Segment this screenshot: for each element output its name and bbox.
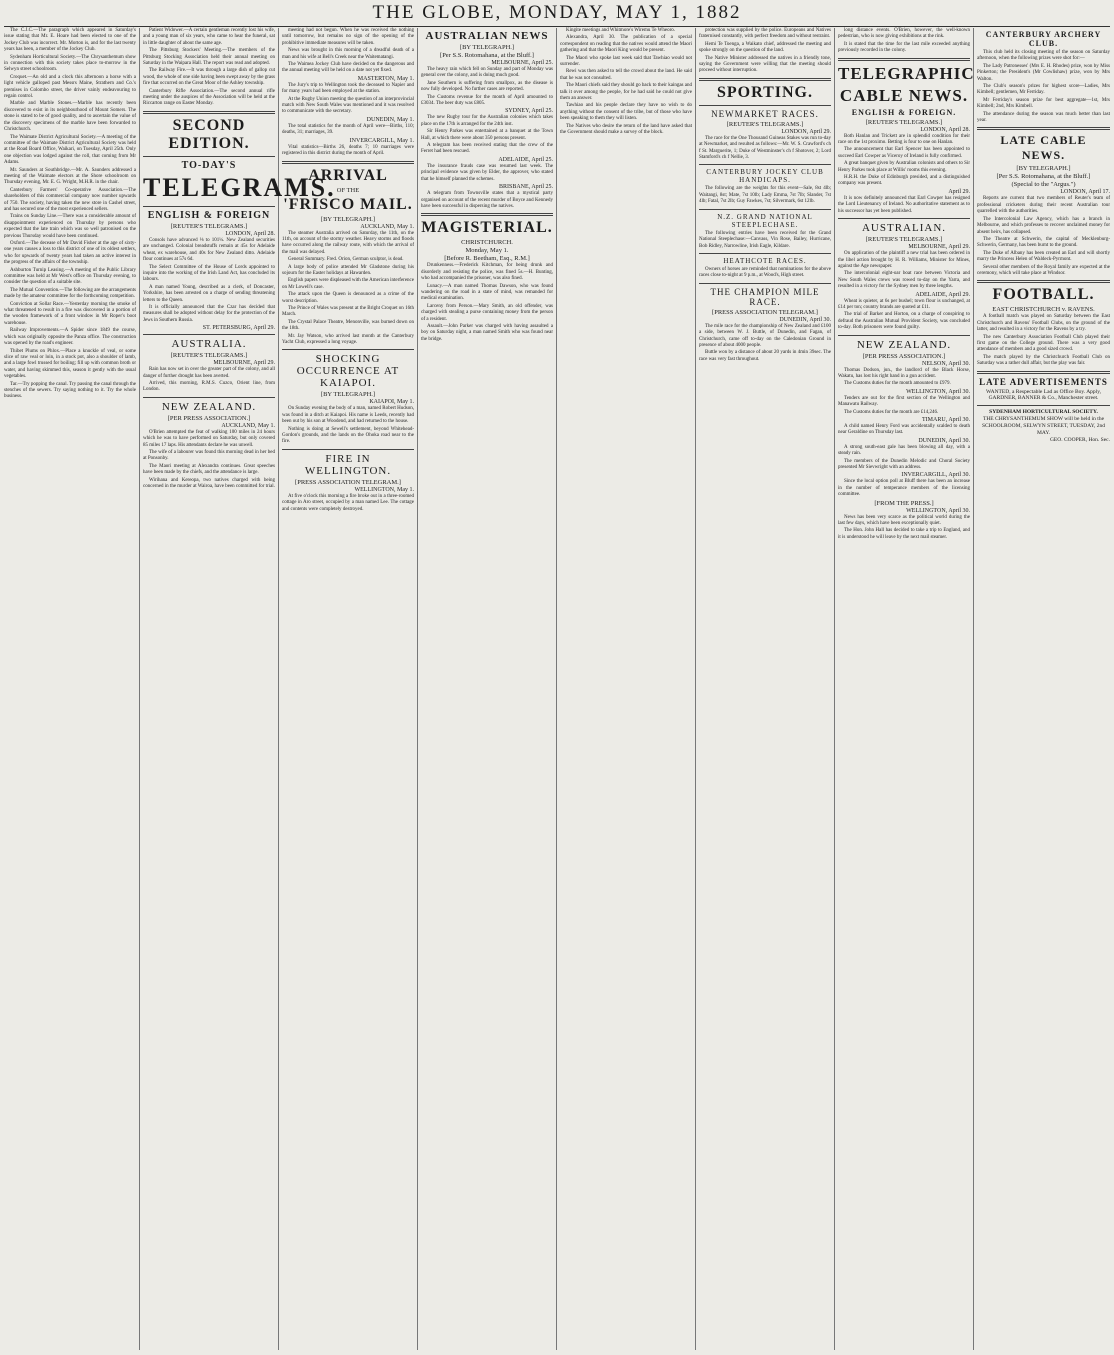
dateline: WELLINGTON, April 30.: [906, 388, 970, 395]
col3-paragraphs-frisco: [282, 231, 414, 347]
divider: [838, 58, 970, 61]
article-paragraph: The Waimea Jockey Club have decided on the dangerous and the annual meeting will be held on a date not yet fixed.: [282, 62, 414, 74]
col3-paragraphs-top: [282, 28, 414, 75]
col3-paragraphs-fire: [282, 494, 414, 513]
advertisement-wanted: WANTED, a Respectable Lad as Office Boy. Apply, GARDNER, BANNER & Co., Manchester street.: [986, 388, 1101, 402]
article-paragraph: Oxford.—The decease of Mr David Fisher at the age of sixty-one years causes a loss to this district of one of its oldest settlers, who for upwards of twenty years had taken an active interest in the progress of the affairs of the township.: [4, 241, 136, 266]
column-rule: [556, 28, 557, 1350]
column-4: [421, 28, 553, 1350]
article-paragraph: Thibet Plums on Phlox.—Place a knuckle of veal, or some slice of raw veal or loin, in a stock pot, also a shoulder of lamb, and a large fowl trussed for boiling; fill up with common broth or water, and having skimmed this, season it gently with the usual vegetables.: [4, 348, 136, 380]
telegraphic-heading: TELEGRAPHIC: [838, 63, 975, 83]
reuter-subhead: [REUTER'S TELEGRAMS.]: [726, 120, 804, 128]
divider: [977, 280, 1110, 283]
article-paragraph: The new Canterbury Association Football Club played their first game on the College ground. There was a very good attendance of members and a good sized crowd.: [977, 334, 1110, 353]
col2-paragraphs: [143, 28, 275, 108]
archery-club-heading: CANTERBURY ARCHERY CLUB.: [985, 30, 1102, 48]
article-paragraph: It is stated that the time for the last mile exceeded anything previously recorded in the colony.: [838, 41, 970, 54]
article-paragraph: Canterbury Rifle Association.—The second annual rifle meeting under the auspices of the Association will be held at the Riccarton range on Easter Monday.: [143, 88, 275, 107]
article-paragraph: The Jury's trip to Wellington took the deceased to Napier and for many years had been employed at the station.: [282, 82, 414, 95]
press-association-subhead: [PRESS ASSOCIATION TELEGRAM.]: [295, 478, 401, 486]
article-paragraph: Alexandra, April 30. The publication of a special correspondent on reading that the natives would attend the Maori gathering and that the Maori King would be present.: [560, 35, 692, 54]
col8-paragraphs-c: [977, 314, 1110, 367]
article-paragraph: The Maori chiefs said they should go back to their kaingas and talk it over among the people, for he had said he could not give them an answer.: [560, 83, 692, 102]
article-paragraph: Kingite meetings and Whitmore's Wiremu Te Wheoro.: [566, 28, 675, 33]
grand-national-heading: N.Z. GRAND NATIONAL STEEPLECHASE.: [717, 212, 813, 229]
col7-paragraphs-g: [838, 424, 970, 437]
article-paragraph: A telegram from Townsville states that a mystical party organised on account of the recent murder of Boyce and Kennedy have been successful in dispersing the natives.: [421, 191, 553, 209]
article-paragraph: Sydenham Horticultural Society.—The Chrysanthemum show in connection with this society takes place to-morrow in the Selwyn street schoolroom.: [4, 54, 136, 73]
divider: [282, 349, 414, 350]
article-paragraph: At the Rugby Union meeting the question of an interprovincial match with New South Wales was mentioned and it was resolved to communicate with the secretary.: [282, 96, 414, 115]
divider: [143, 156, 275, 157]
article-paragraph: Lunacy.—A man named Thomas Dawson, who was found wandering on the road in a state of mind, was remanded for medical examination.: [421, 283, 553, 302]
football-match-subhead: EAST CHRISTCHURCH v. RAVENS.: [992, 306, 1095, 314]
divider: [838, 218, 970, 219]
dateline: MELBOURNE, April 29.: [908, 244, 970, 251]
article-paragraph: The wife of a labourer was found this morning dead in her bed at Ponsonby.: [143, 450, 275, 462]
article-paragraph: News has been very scarce as the political world during the last few days, which have been exceptionally quiet.: [838, 514, 970, 527]
article-paragraph: meeting had not begun. When he was received the nothing until tomorrow, but remains no sign of the opening of the prohibitive immediate measures will be taken.: [282, 28, 414, 46]
col7-paragraphs-a: [838, 134, 970, 188]
telegraph-subhead: [BY TELEGRAPH.]: [459, 44, 515, 51]
article-paragraph: The Railway Fire.—It was through a large dish of gallop cut wood, the whole of one side having been swept away by the grass fire that occurred on the Great Moor of the Ashley township.: [143, 68, 275, 87]
col6-paragraphs-newmarket: [699, 136, 831, 162]
col6-paragraphs-ccjc: [699, 186, 831, 205]
article-paragraph: Since the local option poll at Bluff there has been an increase in the number of temperance members of the licensing committee.: [838, 479, 970, 498]
article-paragraph: The trial of Barker and Horton, on a charge of conspiring to defraud the Australian Mutual Provident Society, was concluded to-day. Both prisoners were found guilty.: [838, 312, 970, 331]
late-advertisements-heading: LATE ADVERTISEMENTS: [979, 376, 1108, 387]
col6-paragraphs-gn: [699, 231, 831, 250]
article-paragraph: Hemi Te Toenga, a Waikato chief, addressed the meeting and spoke strongly on the question of the land.: [699, 41, 831, 54]
article-paragraph: The attack upon the Queen is denounced as a crime of the worst description.: [282, 292, 414, 304]
article-paragraph: protection was supplied by the police. Europeans and Natives fraternised constantly, with perfect freedom and without restraint.: [699, 28, 831, 40]
advertisement-sydenham-heading: SYDENHAM HORTICULTURAL SOCIETY.: [989, 408, 1098, 415]
article-paragraph: This club held its closing meeting of the season on Saturday afternoon, when the following prizes were shot for:—: [977, 50, 1110, 62]
article-paragraph: The Customs revenue for the month of April amounted to £3034. The beer duty was £805.: [421, 94, 553, 107]
dateline: April 29.: [948, 188, 970, 195]
article-paragraph: At five o'clock this morning a fire broke out in a three-roomed cottage in Aro street, occupied by a man named Lee. The cottage and contents were completely destroyed.: [282, 493, 414, 512]
champion-mile-heading: THE CHAMPION MILE RACE.: [710, 286, 820, 307]
sporting-heading: SPORTING.: [716, 83, 813, 101]
column-rule: [973, 28, 974, 1350]
article-paragraph: The C.J.C.—The paragraph which appeared in Saturday's issue stating that Mr. E. Hoare had been elected to one of the Jockey Club was incorrect. Mr. Morton is, and for the last twenty years has been, a member of the Jockey Club.: [4, 28, 136, 53]
article-paragraph: Marble and Marble Stones.—Marble has recently been discovered to exist in its neighbourhood of Mount Somers. The stone is stated to be of good quality, and to ascertain the value of the discovery specimens of the marble have been forwarded to Christchurch.: [4, 101, 136, 133]
dateline: SYDNEY, April 25.: [505, 108, 553, 115]
article-paragraph: The Maori meeting at Alexandra continues. Great speeches have been made by the chiefs, and the attendance is large.: [143, 463, 275, 476]
dateline: WELLINGTON, May 1.: [354, 486, 414, 493]
article-paragraph: News was brought in this morning of a dreadful death of a man and his wife at Bell's Creek near the Waitematangi.: [282, 48, 414, 60]
article-paragraph: On Sunday evening the body of a man, named Robert Hudson, was found in a ditch at Kaiapoi. His name is Leeds, recently had been out by his son at Woodend, and had returned to the house.: [282, 406, 414, 425]
english-foreign-heading: ENGLISH & FOREIGN: [147, 209, 271, 221]
article-paragraph: A telegram has been received stating that the crew of the Ferret had been rescued.: [421, 143, 553, 155]
magisterial-heading: MAGISTERIAL.: [421, 219, 553, 237]
english-foreign-heading: ENGLISH & FOREIGN.: [851, 107, 957, 117]
dateline: TIMARU, April 30.: [922, 417, 970, 423]
article-paragraph: The Crystal Palace Theatre, Menonville, was burned down on the 18th.: [282, 319, 414, 332]
article-paragraph: English papers were displeased with the American interference on Mr Lowell's case.: [282, 278, 414, 290]
col3-paragraphs-mid: [282, 83, 414, 116]
dateline: ADELAIDE, April 29.: [915, 291, 970, 298]
column-6: [699, 28, 831, 1350]
article-paragraph: On application of the plaintiff a new trial has been ordered in the libel action brought by H. R. Williams, Minister for Mines, against the Age newspaper.: [838, 251, 970, 269]
col2-paragraphs-d: [143, 430, 275, 491]
col7-paragraphs-top: [838, 28, 970, 55]
article-paragraph: Thomas Dodson, jun., the landlord of the Black Horse, Wakatu, has lost his right hand in a gun accident.: [838, 367, 970, 379]
column-8: [977, 28, 1110, 1350]
column-7: [838, 28, 975, 1350]
col6-paragraphs-top: [699, 28, 831, 75]
col2-paragraphs-c: [143, 367, 275, 394]
col7-paragraphs-c: [838, 251, 970, 290]
article-paragraph: The Maori who spoke last week said that Tawhiao would not surrender.: [560, 55, 692, 68]
article-paragraph: Sir Henry Parkes was entertained at a banquet at the Town Hall, at which there were about 350 persons present.: [421, 129, 553, 141]
article-paragraph: Assault.—John Parker was charged with having assaulted a boy on Saturday night, a man named Smith who was found near the bridge.: [421, 323, 553, 342]
reuter-subhead: [REUTER'S TELEGRAMS.]: [865, 118, 943, 126]
article-paragraph: The intercolonial eight-oar boat race between Victoria and New South Wales crews was rowed to-day on the Yarra, and resulted in a victory for the Sydney men by three lengths.: [838, 271, 970, 290]
divider: [699, 105, 831, 106]
newmarket-heading: NEWMARKET RACES.: [711, 108, 819, 119]
col7-paragraphs-j: [838, 515, 970, 542]
article-paragraph: The Hon. John Hall has decided to take a trip to England, and it is understood he will leave by the next mail steamer.: [838, 528, 970, 540]
dateline: AUCKLAND, May 1.: [360, 223, 414, 230]
article-paragraph: O'Brien attempted the feat of walking 100 miles in 24 hours which he was to have performed on Saturday, but only covered 85 miles 17 laps. His attendants declare he was unwell.: [143, 429, 275, 448]
article-paragraph: The Pittsburg Stockers' Meeting.—The members of the Pittsburg Stocking Association held their annual meeting on Saturday in the Waipara Hall. The report was read and adopted.: [143, 48, 275, 67]
divider: [699, 283, 831, 284]
article-paragraph: The Intercolonial Law Agency, which has a branch in Melbourne, and which professes to recover unclaimed money for absent heirs, has collapsed.: [977, 216, 1110, 235]
article-paragraph: The match played by the Christchurch Football Club on Saturday was a rather dull affair, but the play was fair.: [977, 354, 1110, 367]
magisterial-city: CHRISTCHURCH.: [461, 239, 513, 247]
australian-news-heading: AUSTRALIAN NEWS: [425, 30, 549, 42]
article-paragraph: The Mutual Convention.—The following are the arrangements made by the amateur committee for the forthcoming competition.: [4, 287, 136, 300]
masthead: THE GLOBE, MONDAY, MAY 1, 1882: [372, 2, 742, 23]
article-paragraph: The Native Minister addressed the natives in a friendly tone, saying the Government were willing that the meeting should proceed without interruption.: [699, 55, 831, 74]
australian-heading: AUSTRALIAN.: [861, 222, 947, 235]
late-cable-news-heading: LATE CABLE NEWS.: [1000, 133, 1087, 163]
col4-paragraphs-mag: [421, 263, 553, 343]
second-edition-heading: SECOND EDITION.: [168, 116, 250, 152]
frisco-mail-heading: 'FRISCO MAIL.: [283, 195, 413, 213]
divider: [143, 397, 275, 398]
article-paragraph: Larceny from Person.—Mary Smith, an old offender, was charged with stealing a purse containing money from the person of a resident.: [421, 303, 553, 322]
divider: [699, 164, 831, 165]
column-2: [143, 28, 336, 1350]
dateline: LONDON, April 29.: [781, 128, 831, 135]
magisterial-date: Monday, May 1.: [465, 247, 509, 255]
divider: [282, 161, 414, 164]
col2-paragraphs-b: [143, 238, 275, 324]
shocking-occurrence-heading: SHOCKING OCCURRENCE AT KAIAPOI.: [296, 353, 400, 390]
col7-paragraphs-e: [838, 368, 970, 388]
divider: [421, 213, 553, 216]
article-paragraph: The heavy rain which fell on Sunday and part of Monday was general over the colony, and is doing much good.: [421, 67, 553, 79]
divider: [699, 78, 831, 81]
article-paragraph: The Customs duties for the month are £14,246.: [844, 409, 939, 415]
article-paragraph: It is now definitely announced that Earl Cowper has resigned the Lord Lieutenancy of Ireland. No authoritative statement as to his successor has yet been published.: [838, 195, 970, 214]
article-paragraph: Tar.—Try popping the canal. Try passing the canal through the stenches of the sewers. Try saying nothing to it. Try the whole business.: [4, 381, 136, 400]
article-paragraph: Patient Widower.—A certain gentleman recently lost his wife, and a young man of six years, who came to hear the funeral, sat in little daughter of about the same age.: [143, 28, 275, 46]
article-paragraph: The race for the One Thousand Guineas Stakes was run to-day at Newmarket, and resulted as follows:—Mr. W. S. Crawford's ch f St. Marguerite, 1; Duke of Westminster's ch f Shotover, 2; Lord Stamford's ch f Nellie, 3.: [699, 135, 831, 161]
article-paragraph: Drunkenness.—Frederick Kitchman, for being drunk and disorderly and resisting the police, was fined 5s.—H. Bunting, who had accompanied the prisoner, was also fined.: [421, 263, 553, 282]
dateline: NELSON, April 30.: [922, 360, 970, 367]
special-subhead: (Special to the "Argus."): [1011, 181, 1076, 189]
column-rule: [139, 28, 140, 1350]
dateline: WELLINGTON, April 30.: [906, 507, 970, 514]
column-rule: [278, 28, 279, 1350]
telegraph-subhead: [BY TELEGRAPH.]: [1016, 165, 1071, 173]
divider: [143, 111, 275, 114]
col4-paragraphs-b: [421, 115, 553, 155]
telegraph-subhead: [BY TELEGRAPH.]: [320, 215, 376, 223]
dateline: DUNEDIN, May 1.: [366, 116, 414, 123]
col7-paragraphs-f: [838, 396, 970, 416]
fire-heading: FIRE IN WELLINGTON.: [304, 452, 392, 477]
dateline: ST. PETERSBURG, April 29.: [202, 325, 275, 332]
col7-paragraphs-b: [838, 196, 970, 215]
dateline: INVERCARGILL, May 1.: [349, 137, 414, 144]
dateline: MELBOURNE, April 29.: [213, 360, 275, 367]
arrival-heading: ARRIVAL: [308, 166, 388, 184]
article-paragraph: Arrived, this morning, R.M.S. Cuzco, Orient line, from London.: [143, 380, 275, 393]
col3-paragraphs-inv: [282, 145, 414, 158]
article-paragraph: Mr. Jay Watson, who arrived last month at the Canterbury Yacht Club, expressed a long voyage.: [282, 333, 414, 345]
article-paragraph: Mr Ferriday's season prize for best aggregate—1st, Mrs Kimbell; 2nd, Mrs Kimbell.: [977, 97, 1110, 110]
article-paragraph: The attendance during the season was much better than last year.: [977, 111, 1110, 124]
article-paragraph: Wirihana and Kereopa, two natives charged with being concerned in the murder at Wairoa, have been committed for trial.: [143, 477, 275, 490]
article-paragraph: A man named Young, described as a clerk, of Doncaster, Yorkshire, has been arrested on a charge of sending threatening letters to the Queen.: [143, 284, 275, 303]
article-paragraph: Mr. Saunders at Southbridge.—Mr. A. Saunders addressed a meeting of the Waimate electors at the Shore schoolroom on Thursday evening, Mr. E. G. Wright, M.H.R. in the chair.: [4, 167, 136, 186]
new-zealand-heading: NEW ZEALAND.: [161, 400, 257, 413]
article-paragraph: Consols have advanced ⅛ to 101¼. New Zealand securities are unchanged. Colonial breadstuffs remain at 45s for Adelaide wheat, ex warehouse, and 40s for New Zealand ditto. Adelaide flour continues at 57s 6d.: [143, 237, 275, 263]
article-paragraph: The Prince of Wales was present at the Bright Croquet on 16th March.: [282, 305, 414, 318]
divider: [282, 449, 414, 450]
article-paragraph: Canterbury Farmers' Co-operative Association.—The shareholders of this commercial company now number upwards of 750. The society, having taken the new store in Cashel street, and has secured one of the most experienced sellers.: [4, 187, 136, 212]
article-paragraph: The Select Committee of the House of Lords appointed to inquire into the working of the Irish Land Act, has concluded its labours.: [143, 264, 275, 283]
press-association-subhead: [PER PRESS ASSOCIATION.]: [862, 352, 946, 360]
reuter-subhead: [REUTER'S TELEGRAMS.]: [170, 352, 248, 360]
press-association-subhead: [PER PRESS ASSOCIATION.]: [167, 414, 251, 422]
article-paragraph: Owners of horses are reminded that nominations for the above races close to-night at 9 p.m., at Wood's, High street.: [699, 266, 831, 279]
col7-paragraphs-h: [838, 445, 970, 472]
column-rule: [695, 28, 696, 1350]
article-paragraph: Reports are current that two members of Reuter's team of professional cricketers during their recent Australian tour quarrelled with the authorities.: [977, 196, 1110, 215]
article-paragraph: Jane Southern is suffering from smallpox, as the disease is now fully developed. No further cases are reported.: [421, 80, 553, 93]
article-paragraph: The Natives who desire the return of the land have asked that the Government should make a survey of the block.: [560, 123, 692, 136]
col4-paragraphs-a: [421, 67, 553, 107]
col3-paragraphs-kaiapoi: [282, 406, 414, 445]
masthead-rule: [4, 26, 1110, 27]
col3-paragraphs-low: [282, 124, 414, 137]
dateline: LONDON, April 17.: [1060, 189, 1110, 196]
article-paragraph: General Summary. Fred. Orion, German sculptor, is dead.: [288, 257, 404, 263]
advertisement-sydenham-body: THE CHRYSANTHEMUM SHOW will be held in the SCHOOLROOM, SELWYN STREET, TUESDAY, 2nd MAY.: [982, 416, 1105, 436]
reuter-subhead: [REUTER'S TELEGRAMS.]: [865, 236, 943, 244]
heathcote-heading: HEATHCOTE RACES.: [723, 256, 807, 265]
todays-heading: TO-DAY'S: [181, 159, 237, 171]
article-paragraph: Both Hanlan and Trickett are in splendid condition for their race on the 1st proximo. Betting is four to one on Hanlan.: [838, 133, 970, 146]
col8-paragraphs-a: [977, 50, 1110, 124]
article-paragraph: The members of the Dunedin Melodic and Choral Society presented Mr Sievwright with an address.: [838, 458, 970, 471]
from-press-subhead: [FROM THE PRESS.]: [874, 499, 934, 507]
cable-news-heading: CABLE NEWS.: [839, 85, 969, 105]
press-association-subhead: [PRESS ASSOCIATION TELEGRAM.]: [712, 308, 818, 316]
article-paragraph: The Waimate District Agricultural Society.—A meeting of the committee of the Waimate District Agricultural Society was held at the Road Board Office, Waikari, on Tuesday, April 25th. Only one objection was lodged against the roll, that coming from Mr Adams.: [4, 134, 136, 166]
dateline: DUNEDIN, April 30.: [918, 437, 970, 444]
article-paragraph: Vital statistics—Births 26, deaths 7; 10 marriages were registered in this district during the month of April.: [282, 144, 414, 157]
dateline: AUCKLAND, May 1.: [221, 422, 275, 429]
dateline: ADELAIDE, April 25.: [498, 156, 553, 163]
football-heading: FOOTBALL.: [992, 286, 1095, 304]
col6-paragraphs-hc: [699, 267, 831, 280]
reuter-subhead: [REUTER'S TELEGRAMS.]: [170, 222, 248, 230]
article-paragraph: Trains on Sunday Line.—There was a considerable amount of disappointment experienced on Thursday by persons who expected that the late train which was so well patronised on the previous Thursday would have been continued.: [4, 214, 136, 239]
per-ss-subhead: [Per S.S. Rotomahana, at the Bluff.]: [440, 52, 534, 59]
column-3: [282, 28, 414, 1350]
dateline: DUNEDIN, April 30.: [779, 316, 831, 323]
col6-paragraphs-champion: [699, 324, 831, 363]
advertisement-sydenham-signature: GEO. COOPER, Hon. Sec.: [1049, 437, 1110, 444]
new-zealand-heading: NEW ZEALAND.: [856, 338, 952, 351]
dateline: BRISBANE, April 25.: [498, 184, 553, 191]
article-paragraph: Several other members of the Royal family are expected at the ceremony, which will take place at Windsor.: [977, 264, 1110, 276]
telegraph-subhead: [BY TELEGRAPH.]: [320, 391, 376, 399]
divider: [838, 335, 970, 336]
article-paragraph: Wheat is quieter, at 6s per bushel; town flour is unchanged, at £14 per ton; country brands are quoted at £11.: [838, 298, 970, 310]
col7-paragraphs-i: [838, 479, 970, 498]
col8-paragraphs-b: [977, 196, 1110, 277]
article-paragraph: Tenders are out for the first section of the Wellington and Manawatu Railway.: [838, 395, 970, 408]
article-paragraph: Buttle won by a distance of about 20 yards in 4min 39sec. The race was very fast throughout.: [699, 350, 831, 362]
divider: [143, 334, 275, 335]
article-paragraph: Tawhiao and his people declare they have no wish to do anything without the consent of the tribe, but of those who have been speaking to them they will listen.: [560, 103, 692, 122]
column-5: [560, 28, 692, 1350]
article-paragraph: The new Rugby tour for the Australian colonies which takes place on the 17th is arranged for the 24th inst.: [421, 115, 553, 127]
col7-paragraphs-d: [838, 299, 970, 332]
divider: [143, 206, 275, 207]
article-paragraph: Conviction at Sollar Race.—Yesterday morning the smoke of what threatened to result in a fire was discovered in a portion of the wooden framework of a front window in Mr Roper's boot warehouse.: [4, 301, 136, 326]
col5-paragraphs: [560, 28, 692, 137]
article-paragraph: The following entries have been received for the Grand National Steeplechase:—Canvass, Vin Rose, Bailey, Hurricane, Bob Ridley, Narrowline, Irish Eagle, Kildare.: [699, 230, 831, 249]
article-paragraph: The Customs duties for the month amounted to £979.: [844, 381, 951, 387]
article-paragraph: Rewi was then asked to tell the crowd about the land. He said that he was not consulted.: [560, 69, 692, 81]
divider: [977, 405, 1110, 406]
australia-heading: AUSTRALIA.: [171, 338, 247, 351]
article-paragraph: It is officially announced that the Czar has decided that measures shall be adopted without delay for the protection of the Jews in Southern Russia.: [143, 304, 275, 323]
of-the-subhead: OF THE: [336, 186, 360, 194]
dateline: MELBOURNE, April 25.: [491, 60, 553, 66]
column-rule: [834, 28, 835, 1350]
article-paragraph: long distance events. O'Brien, however, the well-known pedestrian, who is now giving exhibitions at the rink.: [838, 28, 970, 40]
col4-paragraphs-c: [421, 164, 553, 183]
article-paragraph: Nothing is doing at Sewell's settlement, beyond Whitehead-Gordon's grounds, and the lands on the Ohoka road near to the fire.: [282, 426, 414, 445]
article-paragraph: A strong south-east gale has been blowing all day, with a steady rain.: [838, 444, 970, 457]
column-rule: [417, 28, 418, 1350]
ccjc-heading: CANTERBURY JOCKEY CLUB HANDICAPS.: [706, 168, 824, 185]
article-paragraph: A great banquet given by Australian colonists and others to Sir Henry Parkes took place at Willis' rooms this evening.: [838, 161, 970, 173]
dateline: LONDON, April 28.: [225, 230, 275, 237]
article-paragraph: A child named Henry Ford was accidentally scalded to death near Geraldine on Thursday last.: [838, 424, 970, 436]
column-1: [4, 28, 136, 1350]
article-paragraph: The Theatre at Schwerin, the capital of Mecklenburg-Schwerin, Germany, has been burnt to the ground.: [977, 236, 1110, 249]
article-paragraph: H.R.H. the Duke of Edinburgh presided, and a distinguished company was present.: [838, 175, 970, 187]
article-paragraph: The steamer Australia arrived on Saturday, the 11th, on the 11th, on account of the stormy weather. Heavy storms and floods have occurred along the railway route, with which the arrival of the mail was delayed.: [282, 230, 414, 255]
article-paragraph: The Lady Patronesses' (Mrs E. H. Rhodes) prize, won by Miss Pinkerton; the President's (Mr Cowlishaw) prize, won by Mrs Walton.: [977, 63, 1110, 82]
divider: [977, 127, 1110, 130]
article-paragraph: Ashburton Turnip Leasing.—A meeting of the Public Library committee was held at Mr West's office on Thursday evening, to consider the question of a suitable site.: [4, 267, 136, 286]
dateline: LONDON, April 28.: [920, 126, 970, 133]
article-paragraph: A football match was played on Saturday between the East Christchurch and Ravens' Football Clubs, on the ground of the latter, and resulted in a victory for the Ravens by a try.: [977, 314, 1110, 333]
article-paragraph: The mile race for the championship of New Zealand and £100 a side, between W. J. Buttle, of Dunedin, and Fagan, of Christchurch, came off to-day on the Caledonian Ground in presence of about 4000 people.: [699, 323, 831, 348]
article-paragraph: The Club's season's prizes for highest score—Ladies, Mrs Kimbell; gentlemen, Mr Ferriday.: [977, 84, 1110, 96]
article-paragraph: A large body of police attended Mr Gladstone during his sojourn for the Easter holidays at Hawarden.: [282, 264, 414, 276]
col4-paragraphs-d: [421, 191, 553, 210]
divider: [977, 371, 1110, 374]
divider: [699, 253, 831, 254]
divider: [699, 209, 831, 210]
article-paragraph: Railway Improvements.—A Spider since 1849 the course, which was originally opposite the Panza office. The construction was opened by the road's engineer.: [4, 328, 136, 347]
article-paragraph: Rain has now set in over the greater part of the colony, and all danger of further drought has been averted.: [143, 367, 275, 379]
per-ss-subhead: [Per S.S. Rotomahana, at the Bluff.]: [996, 173, 1091, 181]
article-paragraph: The total statistics for the month of April were—Births, 110; deaths, 31; marriages, 39.: [282, 123, 414, 136]
article-paragraph: The Duke of Albany has been created an Earl and will shortly marry the Princess Helen of Waldeck-Pyrmont.: [977, 250, 1110, 263]
article-paragraph: The insurance frauds case was resumed last week. The principal evidence was given by Elder, the approver, who stated that he himself planned the schemes.: [421, 163, 553, 182]
dateline: INVERCARGILL, April 30.: [901, 472, 970, 479]
article-paragraph: Croquet.—An old and a clock this afternoon a horse with a light vehicle galloped past Messrs Maine, Strathern and Co.'s premises in Colombo street, the driver vainly endeavouring to regain control.: [4, 74, 136, 100]
article-paragraph: The following are the weights for this event—Sale, 8st 4lb; Waitangi, 8st; Mate, 7st 10lb; Lady Emma, 7st 7lb; Slander, 7st 4lb; Fatal, 7st 2lb; Guy Fawkes, 7st; Silvermark, 6st 12lb.: [699, 186, 831, 205]
dateline: MASTERTON, May 1.: [357, 75, 414, 82]
magisterial-before: [Before R. Beetham, Esq., R.M.]: [444, 255, 530, 263]
article-paragraph: The announcement that Earl Spencer has been appointed to succeed Earl Cowper as Viceroy of Ireland is fully confirmed.: [838, 147, 970, 159]
col1-paragraphs: [4, 28, 136, 401]
telegrams-heading: TELEGRAMS.: [143, 172, 336, 202]
dateline: KAIAPOI, May 1.: [369, 399, 414, 406]
